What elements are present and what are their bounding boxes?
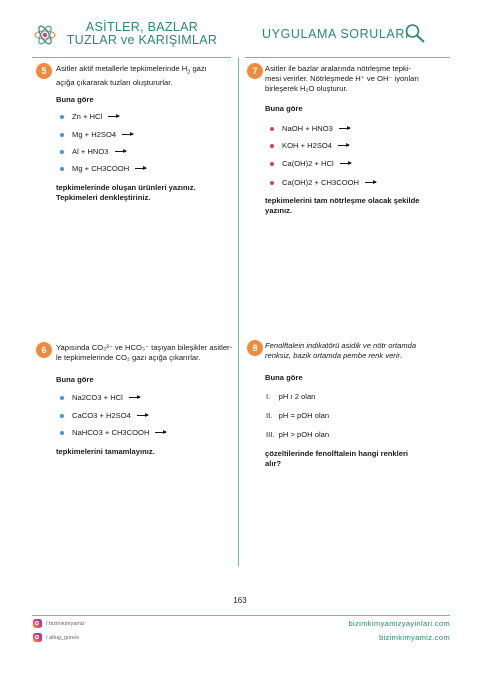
arrow-icon xyxy=(108,116,119,117)
question-5-badge: 5 xyxy=(36,63,52,79)
question-7-text: Asitler ile bazlar aralarında nötrleşme tepki- mesi verirler. Nötrleşmede H⁺ ve OH⁻ iyonları birleşerek H₂O oluşturur. xyxy=(265,64,420,94)
reaction-item: Zn + HCl xyxy=(60,112,119,121)
question-7-task: tepkimelerini tam nötrleşme olacak şekilde yazınız. xyxy=(265,196,420,216)
section-title: UYGULAMA SORULARI xyxy=(262,27,410,41)
reaction-item: NaOH + HNO3 xyxy=(270,124,350,133)
arrow-icon xyxy=(137,415,148,416)
bullet-icon xyxy=(60,414,64,418)
question-5-task: tepkimelerinde oluşan ürünleri yazınız. Tepkimeleri denkleştiriniz. xyxy=(56,183,196,203)
reaction-item: Mg + H2SO4 xyxy=(60,130,133,139)
footer-divider xyxy=(32,615,450,616)
question-6-task: tepkimelerini tamamlayınız. xyxy=(56,447,155,456)
bullet-icon xyxy=(60,150,64,154)
question-6-text: Yapısında CO₃²⁻ ve HCO₃⁻ taşıyan bileşikler asitler- le tepkimelerinde CO₂ gazı açığa çıkarırlar. xyxy=(56,343,233,363)
question-5-label: Buna göre xyxy=(56,95,94,104)
page-number: 163 xyxy=(233,596,247,605)
arrow-icon xyxy=(338,145,349,146)
instagram-icon xyxy=(33,633,42,642)
reaction-item: CaCO3 + H2SO4 xyxy=(60,411,148,420)
question-7-label: Buna göre xyxy=(265,104,303,113)
arrow-icon xyxy=(115,151,126,152)
reaction-item: Ca(OH)2 + CH3COOH xyxy=(270,178,376,187)
question-8-badge: 8 xyxy=(247,340,263,356)
social-handle-1[interactable]: / bizimkimyamiz xyxy=(46,621,85,627)
column-divider xyxy=(238,58,239,566)
magnifier-icon xyxy=(404,22,426,44)
question-6-label: Buna göre xyxy=(56,375,94,384)
bullet-icon xyxy=(60,115,64,119)
chapter-title-line2: TUZLAR ve KARIŞIMLAR xyxy=(66,33,218,47)
arrow-icon xyxy=(122,134,133,135)
question-8-text: Fenolftalein indikatörü asidik ve nötr ortamda renksiz, bazik ortamda pembe renk verir. xyxy=(265,341,417,361)
header-divider-left xyxy=(32,57,231,58)
website-link-2[interactable]: bizimkimyamiz.com xyxy=(379,633,450,642)
arrow-icon xyxy=(365,182,376,183)
bullet-icon xyxy=(270,144,274,148)
reaction-item: Na2CO3 + HCl xyxy=(60,393,140,402)
bullet-icon xyxy=(60,431,64,435)
chapter-title xyxy=(62,21,222,47)
bullet-icon xyxy=(60,133,64,137)
arrow-icon xyxy=(339,128,350,129)
bullet-icon xyxy=(270,162,274,166)
reaction-item: Al + HNO3 xyxy=(60,147,126,156)
question-6-badge: 6 xyxy=(36,342,52,358)
statement-item: I. pH ı 2 olan xyxy=(266,392,316,401)
question-5-text: Asitler aktif metallerle tepkimelerinde $H_2$ gazı açığa çıkararak tuzları oluştururlar. xyxy=(56,64,207,87)
reaction-item: Ca(OH)2 + HCl xyxy=(270,159,351,168)
social-handle-2[interactable]: / altug_gunes xyxy=(46,635,80,641)
arrow-icon xyxy=(155,432,166,433)
reaction-item: KOH + H2SO4 xyxy=(270,141,349,150)
website-link-1[interactable]: bizimkimyamizyayinlari.com xyxy=(348,619,450,628)
statement-item: II. pH = pOH olan xyxy=(266,411,330,420)
arrow-icon xyxy=(135,168,146,169)
chapter-title-line1: ASİTLER, BAZLAR xyxy=(85,20,199,34)
statement-item: III. pH > pOH olan xyxy=(266,430,330,439)
bullet-icon xyxy=(60,396,64,400)
bullet-icon xyxy=(60,167,64,171)
bullet-icon xyxy=(270,127,274,131)
reaction-item: NaHCO3 + CH3COOH xyxy=(60,428,166,437)
arrow-icon xyxy=(340,163,351,164)
question-7-badge: 7 xyxy=(247,63,263,79)
reaction-item: Mg + CH3COOH xyxy=(60,164,146,173)
question-8-label: Buna göre xyxy=(265,373,303,382)
arrow-icon xyxy=(129,397,140,398)
instagram-icon xyxy=(33,619,42,628)
bullet-icon xyxy=(270,181,274,185)
header-divider-right xyxy=(245,57,450,58)
atom-logo-icon xyxy=(33,23,57,47)
question-8-task: çözeltilerinde fenolftalein hangi renkleri alır? xyxy=(265,449,409,469)
